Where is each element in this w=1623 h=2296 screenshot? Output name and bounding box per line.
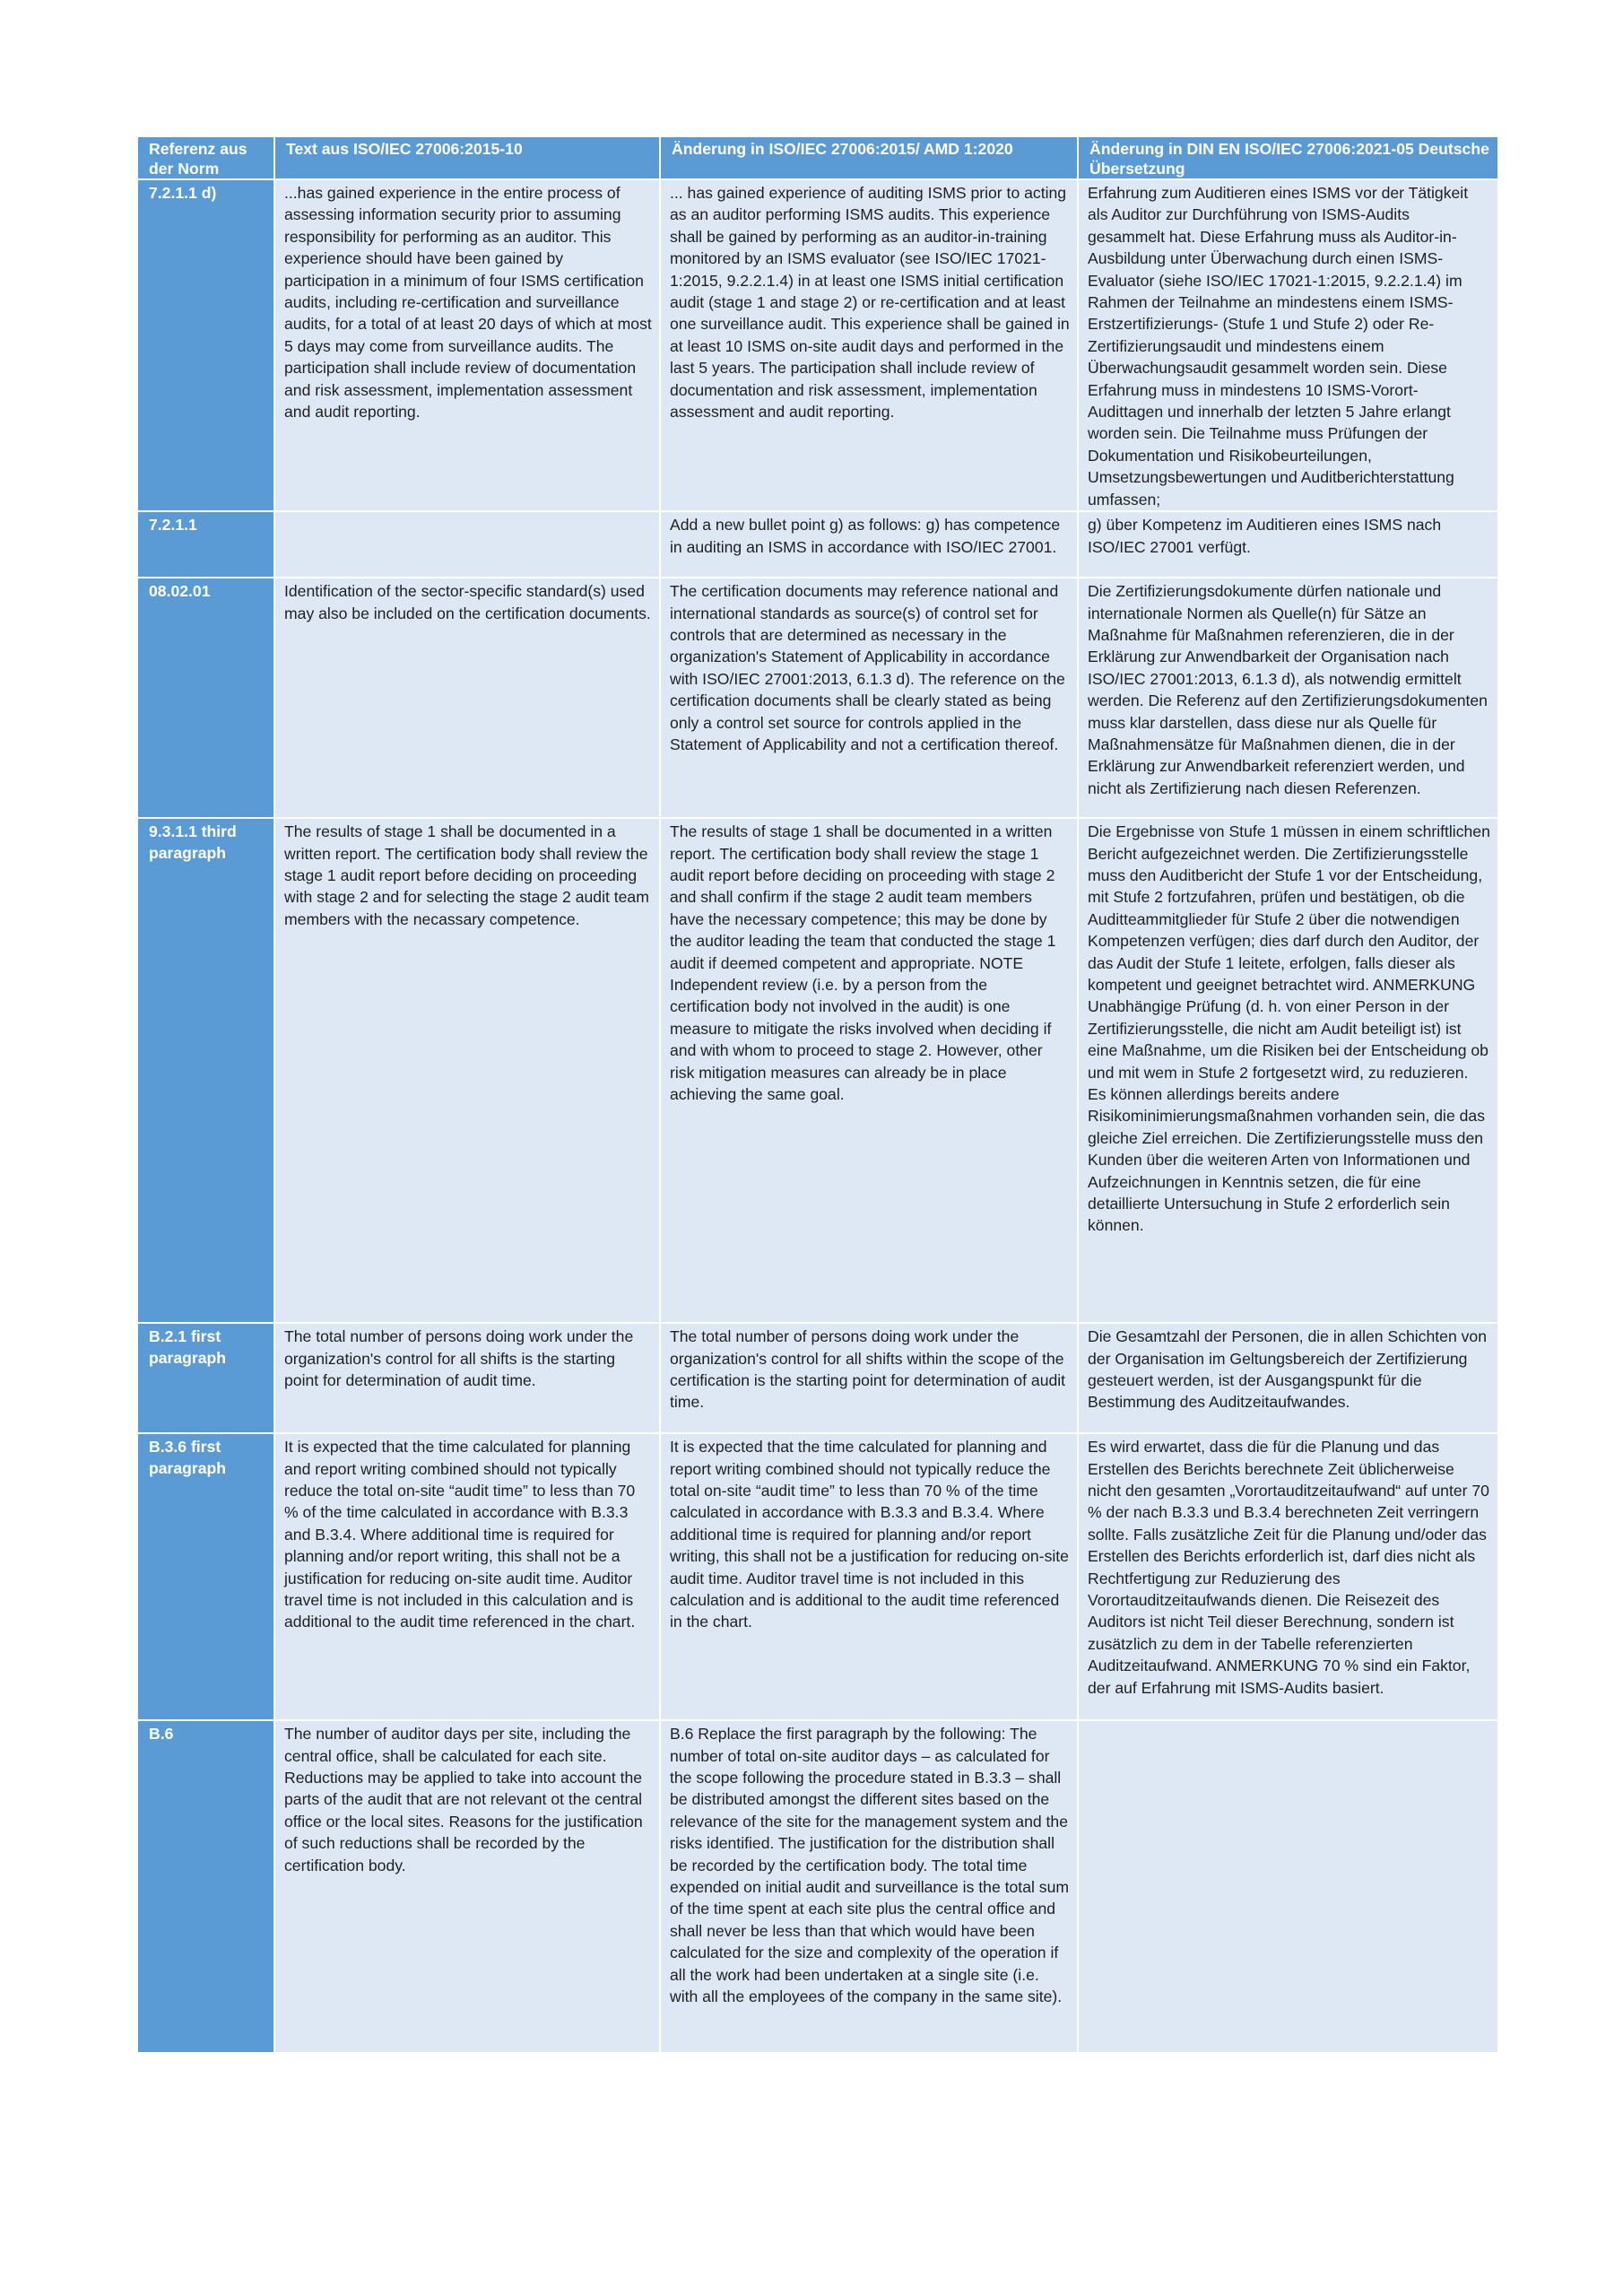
cell-en2015: It is expected that the time calculated for planning and report writing combined should not typically reduce the total on-site “audit time” to less than 70 % of the time calculated in accordance with B.3.3 and B.3.4. Where additional time is required for planning and/or report writing, this shall not be a justification for reducing on-site audit time. Auditor travel time is not included in this calculation and is additional to the audit time referenced in the chart. <box>274 1433 660 1720</box>
cell-ref: B.2.1 first paragraph <box>138 1323 274 1433</box>
cell-amd: The certification documents may reference national and international standards as source(s) of control set for controls that are determined as necessary in the organization's Statement of Applicability in accordance with ISO/IEC 27001:2013, 6.1.3 d). The reference on the certification documents shall be clearly stated as being only a control set source for controls applied in the Statement of Applicability and not a certification thereof. <box>660 578 1078 818</box>
cell-ref: B.3.6 first paragraph <box>138 1433 274 1720</box>
cell-amd: The results of stage 1 shall be documented in a written report. The certification body shall review the stage 1 audit report before deciding on proceeding with stage 2 and shall confirm if the stage 2 audit team members have the necessary competence; this may be done by the auditor leading the team that conducted the stage 1 audit if deemed competent and appropriate. NOTE Independent review (i.e. by a person from the certification body not involved in the audit) is one measure to mitigate the risks involved when deciding if and with whom to proceed to stage 2. However, other risk mitigation measures can already be in place achieving the same goal. <box>660 818 1078 1323</box>
comparison-table <box>138 137 1497 2052</box>
cell-amd: Add a new bullet point g) as follows: g) has competence in auditing an ISMS in accordance with ISO/IEC 27001. <box>660 511 1078 578</box>
cell-de: Die Zertifizierungsdokumente dürfen nationale und internationale Normen als Quelle(n) für Sätze an Maßnahme für Maßnahmen referenzieren, die in der Erklärung zur Anwendbarkeit der Organisation nach ISO/IEC 27001:2013, 6.1.3 d), als notwendig ermittelt werden. Die Referenz auf den Zertifizierungsdokumenten muss klar darstellen, dass diese nur als Quelle für Maßnahmensätze für Maßnahmen dienen, die in der Erklärung zur Anwendbarkeit referenziert werden, und nicht als Zertifizierung nach diesen Referenzen. <box>1078 578 1497 818</box>
table-row <box>138 578 1497 818</box>
cell-en2015: The total number of persons doing work under the organization's control for all shifts is the starting point for determination of audit time. <box>274 1323 660 1433</box>
cell-en2015 <box>274 511 660 578</box>
cell-amd: The total number of persons doing work under the organization's control for all shifts within the scope of the certification is the starting point for determination of audit time. <box>660 1323 1078 1433</box>
cell-ref: B.6 <box>138 1720 274 2052</box>
header-ref: Referenz aus der Norm <box>138 137 274 179</box>
cell-de: Die Ergebnisse von Stufe 1 müssen in einem schriftlichen Bericht aufgezeichnet werden. Die Zertifizierungsstelle muss den Auditbericht der Stufe 1 vor der Entscheidung, mit Stufe 2 fortzufahren, prüfen und bestätigen, ob die Auditteammitglieder für Stufe 2 über die notwendigen Kompetenzen verfügen; dies darf durch den Auditor, der das Audit der Stufe 1 leitete, erfolgen, falls dieser als kompetent und geeignet betrachtet wird. ANMERKUNG Unabhängige Prüfung (d. h. von einer Person in der Zertifizierungsstelle, die nicht am Audit beteiligt ist) ist eine Maßnahme, um die Risiken bei der Entscheidung ob und mit wem in Stufe 2 fortgesetzt wird, zu reduzieren. Es können allerdings bereits andere Risikominimierungsmaßnahmen vorhanden sein, die das gleiche Ziel erreichen. Die Zertifizierungsstelle muss den Kunden über die weiteren Arten von Informationen und Aufzeichnungen in Kenntnis setzen, die für eine detaillierte Untersuchung in Stufe 2 erforderlich sein können. <box>1078 818 1497 1323</box>
cell-ref: 08.02.01 <box>138 578 274 818</box>
cell-en2015: ...has gained experience in the entire process of assessing information security prior to assuming responsibility for performing as an auditor. This experience should have been gained by participation in a minimum of four ISMS certification audits, including re-certification and surveillance audits, for a total of at least 20 days of which at most 5 days may come from surveillance audits. The participation shall include review of documentation and risk assessment, implementation assessment and audit reporting. <box>274 179 660 511</box>
cell-ref: 7.2.1.1 <box>138 511 274 578</box>
cell-en2015: The number of auditor days per site, including the central office, shall be calculated for each site. Reductions may be applied to take into account the parts of the audit that are not relevant ot the central office or the local sites. Reasons for the justification of such reductions shall be recorded by the certification body. <box>274 1720 660 2052</box>
cell-amd: ... has gained experience of auditing ISMS prior to acting as an auditor performing ISMS audits. This experience shall be gained by performing as an auditor-in-training monitored by an ISMS evaluator (see ISO/IEC 17021-1:2015, 9.2.2.1.4) in at least one ISMS initial certification audit (stage 1 and stage 2) or re-certification and at least one surveillance audit. This experience shall be gained in at least 10 ISMS on-site audit days and performed in the last 5 years. The participation shall include review of documentation and risk assessment, implementation assessment and audit reporting. <box>660 179 1078 511</box>
cell-de: Die Gesamtzahl der Personen, die in allen Schichten von der Organisation im Geltungsbereich der Zertifizierung gesteuert werden, ist der Ausgangspunkt für die Bestimmung des Auditzeitaufwandes. <box>1078 1323 1497 1433</box>
table-row <box>138 818 1497 1323</box>
cell-de: Es wird erwartet, dass die für die Planung und das Erstellen des Berichts berechnete Zeit üblicherweise nicht den gesamten „Vorortauditzeitaufwand“ auf unter 70 % der nach B.3.3 und B.3.4 berechneten Zeit verringern sollte. Falls zusätzliche Zeit für die Planung und/oder das Erstellen des Berichts erforderlich ist, darf dies nicht als Rechtfertigung zur Reduzierung des Vorortauditzeitaufwands dienen. Die Reisezeit des Auditors ist nicht Teil dieser Berechnung, sondern ist zusätzlich zu dem in der Tabelle referenzierten Auditzeitaufwand. ANMERKUNG 70 % sind ein Faktor, der auf Erfahrung mit ISMS-Audits basiert. <box>1078 1433 1497 1720</box>
cell-en2015: The results of stage 1 shall be documented in a written report. The certification body shall review the stage 1 audit report before deciding on proceeding with stage 2 and for selecting the stage 2 audit team members with the necassary competence. <box>274 818 660 1323</box>
cell-en2015: Identification of the sector-specific standard(s) used may also be included on the certification documents. <box>274 578 660 818</box>
header-row <box>138 137 1497 179</box>
cell-de: Erfahrung zum Auditieren eines ISMS vor der Tätigkeit als Auditor zur Durchführung von ISMS-Audits gesammelt hat. Diese Erfahrung muss als Auditor-in-Ausbildung unter Überwachung durch einen ISMS-Evaluator (siehe ISO/IEC 17021-1:2015, 9.2.2.1.4) im Rahmen der Teilnahme an mindestens einem ISMS-Erstzertifizierungs- (Stufe 1 und Stufe 2) oder Re-Zertifizierungsaudit und mindestens einem Überwachungsaudit gesammelt worden sein. Diese Erfahrung muss in mindestens 10 ISMS-Vorort-Audittagen und innerhalb der letzten 5 Jahre erlangt worden sein. Die Teilnahme muss Prüfungen der Dokumentation und Risikobeurteilungen, Umsetzungsbewertungen und Auditberichterstattung umfassen; <box>1078 179 1497 511</box>
table-row <box>138 179 1497 511</box>
header-de: Änderung in DIN EN ISO/IEC 27006:2021-05 Deutsche Übersetzung <box>1078 137 1497 179</box>
header-en2015: Text aus ISO/IEC 27006:2015-10 <box>274 137 660 179</box>
table-row <box>138 1433 1497 1720</box>
table-row <box>138 511 1497 578</box>
cell-ref: 9.3.1.1 third paragraph <box>138 818 274 1323</box>
cell-de: g) über Kompetenz im Auditieren eines ISMS nach ISO/IEC 27001 verfügt. <box>1078 511 1497 578</box>
table-row <box>138 1720 1497 2052</box>
cell-amd: B.6 Replace the first paragraph by the following: The number of total on-site auditor days – as calculated for the scope following the procedure stated in B.3.3 – shall be distributed amongst the different sites based on the relevance of the site for the management system and the risks identified. The justification for the distribution shall be recorded by the certification body. The total time expended on initial audit and surveillance is the total sum of the time spent at each site plus the central office and shall never be less than that which would have been calculated for the size and complexity of the operation if all the work had been undertaken at a single site (i.e. with all the employees of the company in the same site). <box>660 1720 1078 2052</box>
cell-amd: It is expected that the time calculated for planning and report writing combined should not typically reduce the total on-site “audit time” to less than 70 % of the time calculated in accordance with B.3.3 and B.3.4. Where additional time is required for planning and/or report writing, this shall not be a justification for reducing on-site audit time. Auditor travel time is not included in this calculation and is additional to the audit time referenced in the chart. <box>660 1433 1078 1720</box>
table-row <box>138 1323 1497 1433</box>
cell-ref: 7.2.1.1 d) <box>138 179 274 511</box>
cell-de <box>1078 1720 1497 2052</box>
header-amd: Änderung in ISO/IEC 27006:2015/ AMD 1:2020 <box>660 137 1078 179</box>
